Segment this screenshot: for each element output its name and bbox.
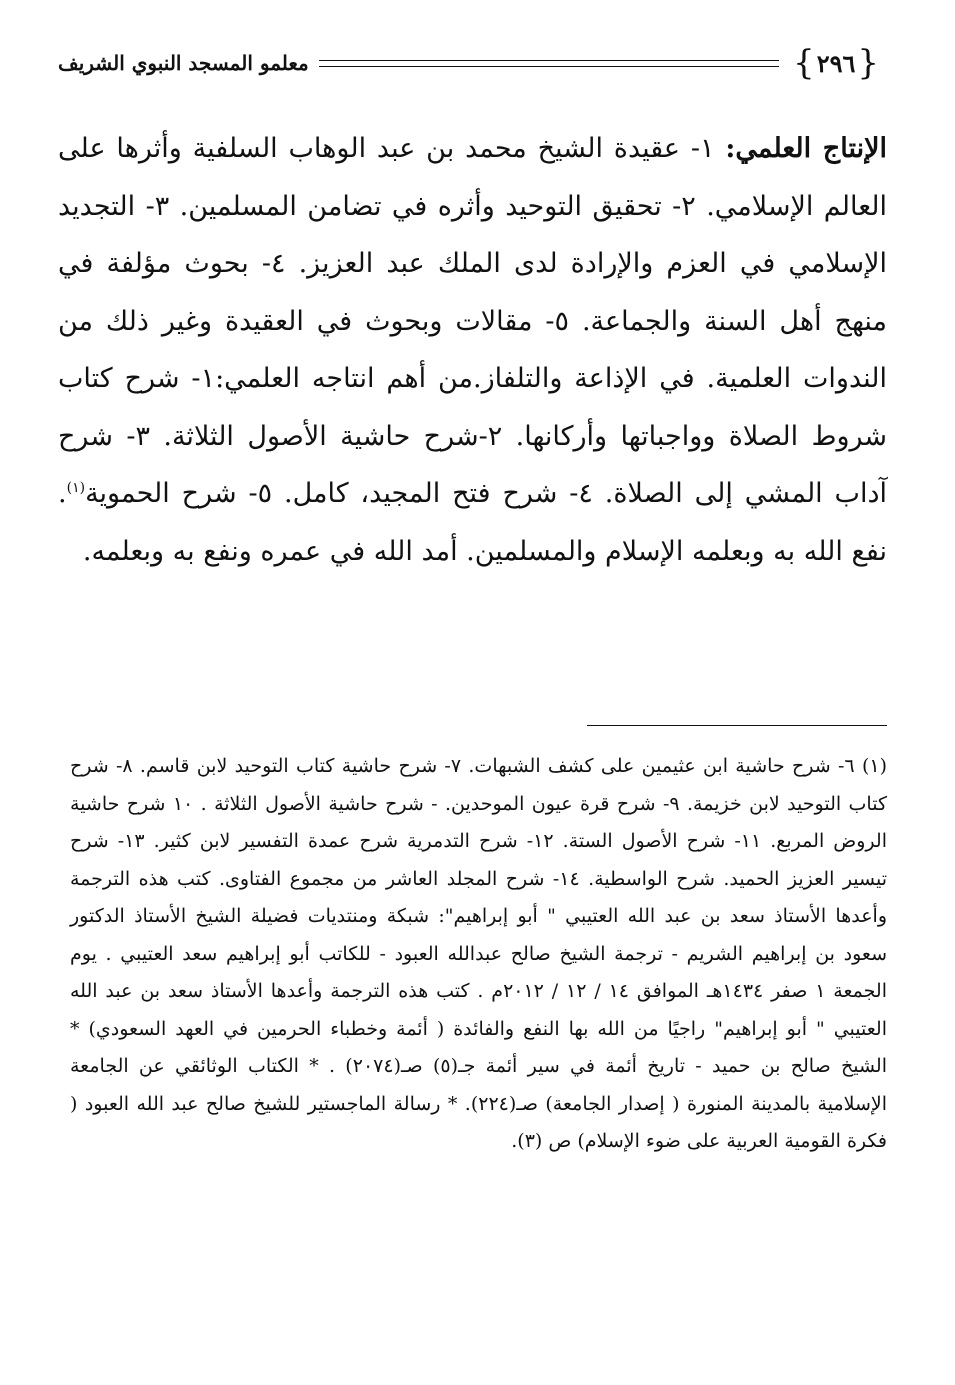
page-number [785,43,887,83]
page-header [58,38,887,88]
main-body-part-1: ١- عقيدة الشيخ محمد بن عبد الوهاب السلفية وأثرها على العالم الإسلامي. ٢- تحقيق التوحيد وأثره في تضامن المسلمين. ٣- التجديد الإسلامي في العزم والإرادة لدى الملك عبد العزيز. ٤- بحوث مؤلفة في منهج أهل السنة والجماعة. ٥- مقالات وبحوث في العقيدة وغير ذلك من الندوات العلمية. في الإذاعة والتلفاز.من أهم انتاجه العلمي:١- شرح كتاب شروط الصلاة وواجباتها وأركانها. ٢-شرح حاشية الأصول الثلاثة. ٣- شرح آداب المشي إلى الصلاة. ٤- شرح فتح المجيد، كامل. ٥- شرح الحموية [58,133,888,509]
header-double-rule [319,60,779,67]
right-bracket-glyph: } [793,43,815,83]
footnote-separator [587,725,887,726]
footnote-text: ٦- شرح حاشية ابن عثيمين على كشف الشبهات. ٧- شرح حاشية كتاب التوحيد لابن قاسم. ٨- شرح كتاب التوحيد لابن خزيمة. ٩- شرح قرة عيون الموحدين. - شرح حاشية الأصول الثلاثة . ١٠ شرح حاشية الروض المربع. ١١- شرح الأصول الستة. ١٢- شرح التدمرية شرح عمدة التفسير لابن كثير. ١٣- شرح تيسير العزيز الحميد. شرح الواسطية. ١٤- شرح المجلد العاشر من مجموع الفتاوى. كتب هذه الترجمة وأعدها الأستاذ سعد بن عبد الله العتيبي " أبو إبراهيم": شبكة ومنتديات فضيلة الشيخ الأستاذ الدكتور سعود بن إبراهيم الشريم - ترجمة الشيخ صالح عبدالله العبود - للكاتب أبو إبراهيم سعد العتيبي . يوم الجمعة ١ صفر ١٤٣٤هـ الموافق ١٤ / ١٢ / ٢٠١٢م . كتب هذه الترجمة وأعدها الأستاذ سعد بن عبد الله العتيبي " أبو إبراهيم" راجيًا من الله بها النفع والفائدة ( أئمة وخطباء الحرمين في العهد السعودي) * الشيخ صالح بن حميد - تاريخ أئمة في سير أئمة جـ(٥) صـ(٢٠٧٤) . * الكتاب الوثائقي عن الجامعة الإسلامية بالمدينة المنورة ( إصدار الجامعة) صـ(٢٢٤). * رسالة الماجستير للشيخ صالح عبد الله العبود ( فكرة القومية العربية على ضوء الإسلام) ص (٣). [70,755,888,1152]
footnote-reference[interactable]: (١) [66,480,86,496]
running-title: معلمو المسجد النبوي الشريف [58,51,309,75]
page-number-text: ٢٩٦ [816,48,856,78]
footnote [70,748,887,1161]
left-bracket-glyph: { [857,43,879,83]
footnote-marker: (١) [861,755,887,777]
section-lead: الإنتاج العلمي: [725,133,888,164]
main-body-part-2: . نفع الله به وبعلمه الإسلام والمسلمين. أمد الله في عمره ونفع به وبعلمه. [58,478,887,567]
main-paragraph [58,120,887,580]
